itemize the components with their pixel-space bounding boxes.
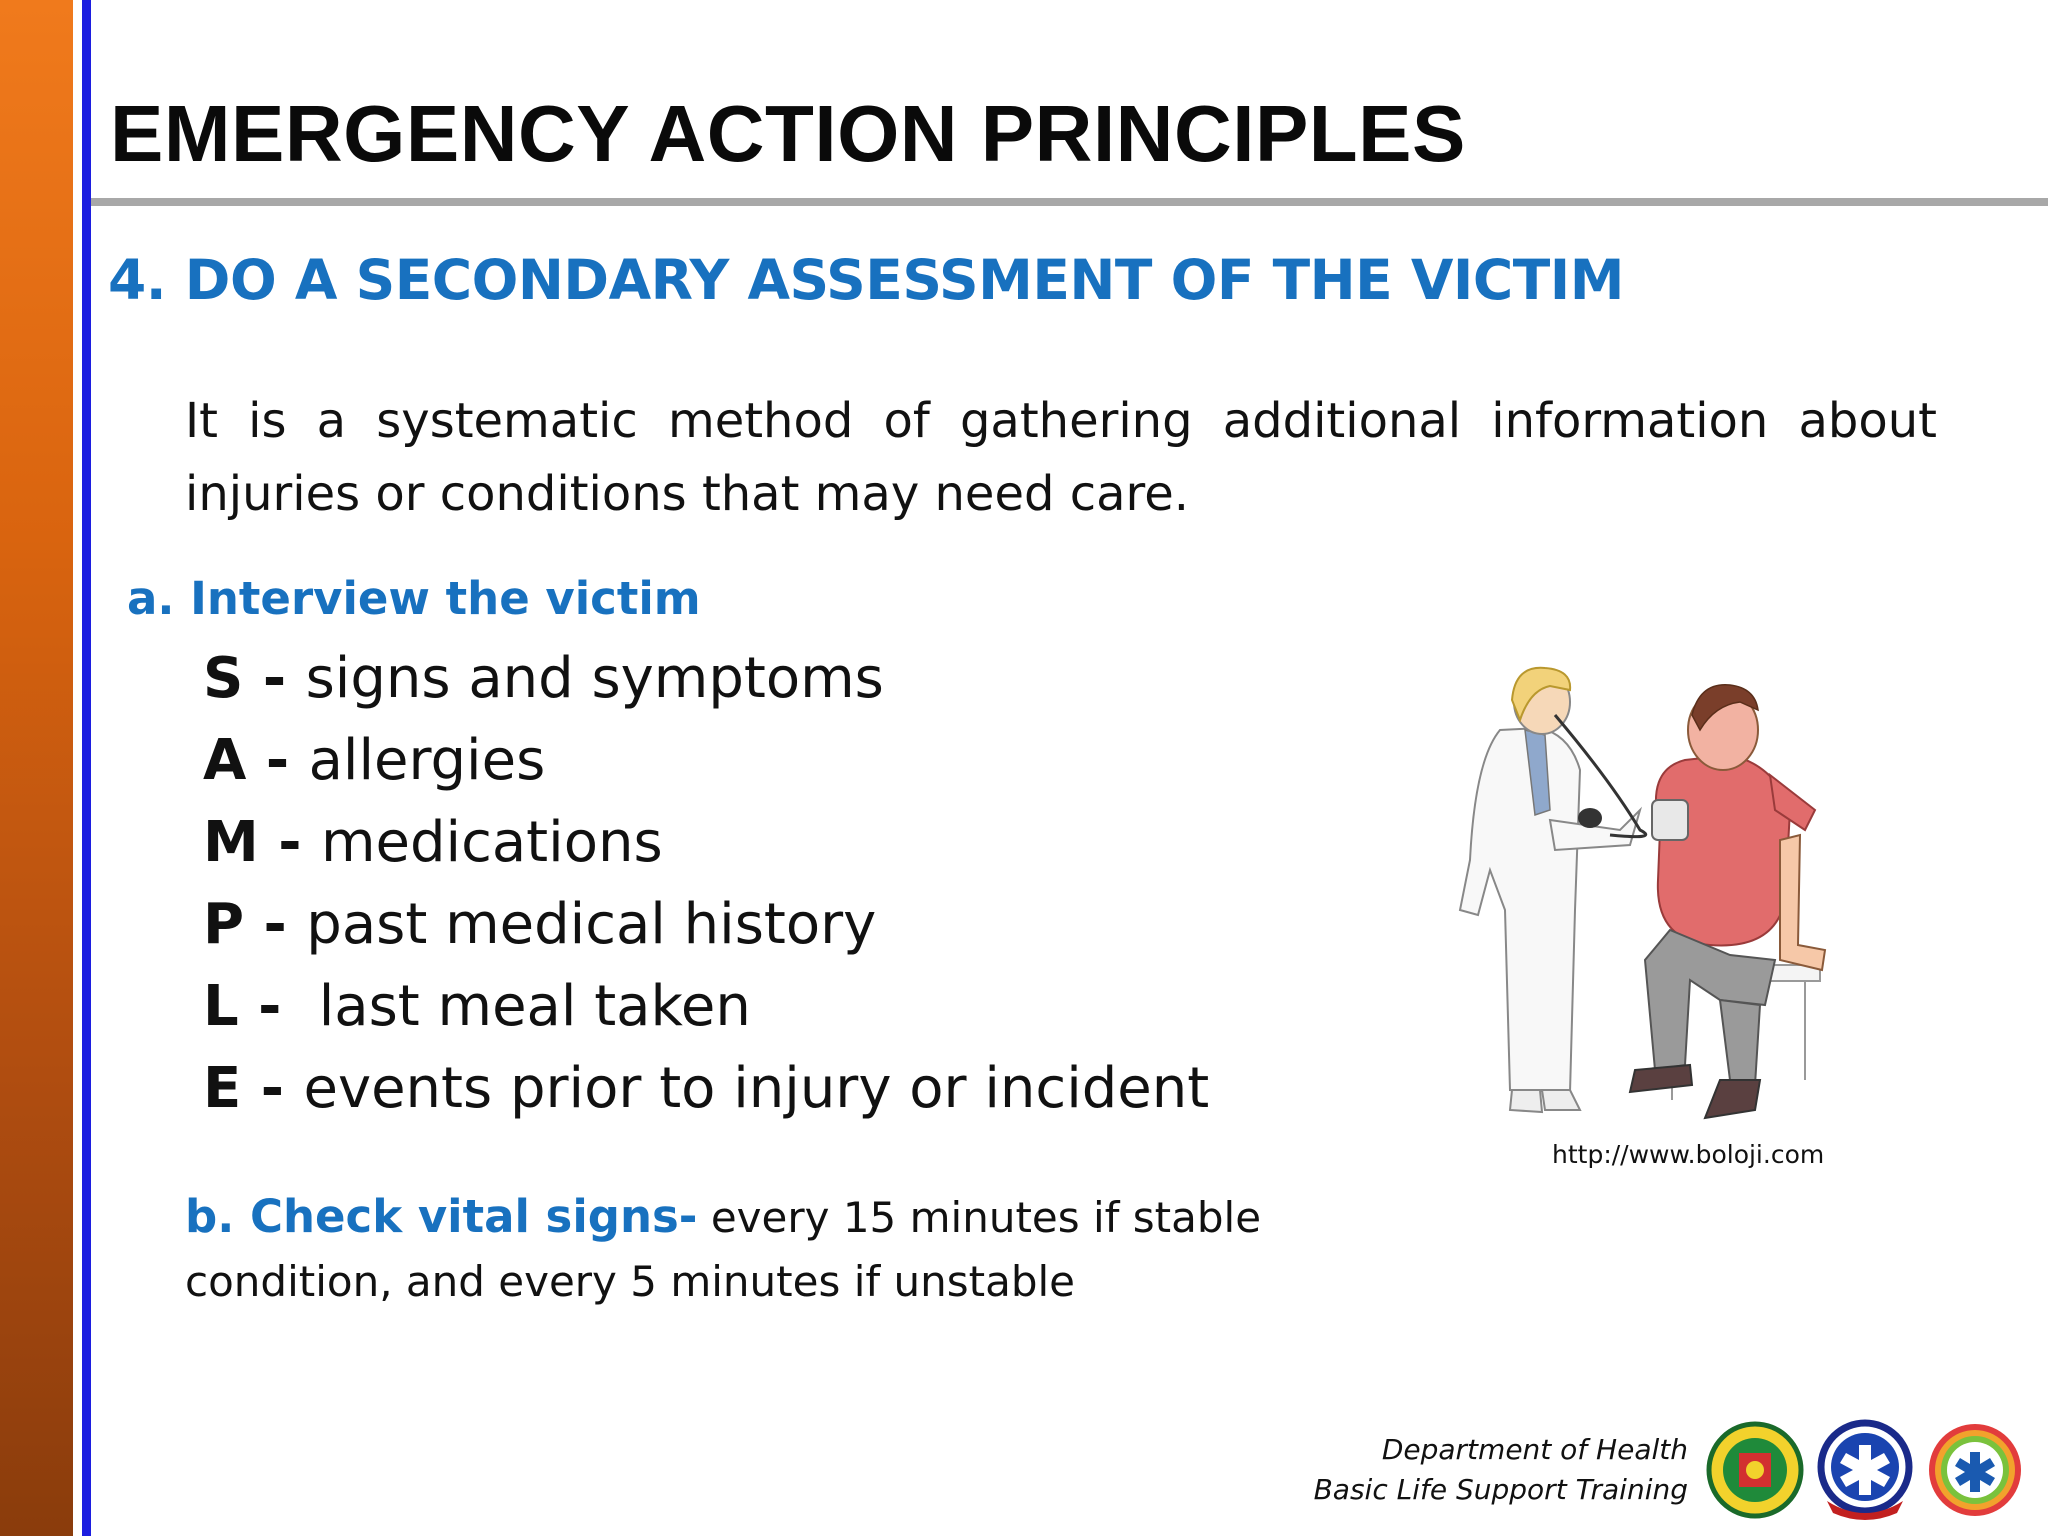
vitals-paragraph [185, 1185, 1285, 1314]
list-item [203, 638, 1209, 720]
list-item [203, 802, 1209, 884]
sample-list [203, 638, 1209, 1130]
doh-seal-icon [1709, 1424, 1801, 1516]
vitals-text: every 15 minutes if stable condition, and every 5 minutes if unstable [185, 1193, 1262, 1306]
list-item-key: M - [203, 810, 321, 875]
section-subtitle: 4. DO A SECONDARY ASSESSMENT OF THE VICTIM [108, 248, 1624, 312]
list-item-text: medications [320, 810, 663, 875]
footer-line-2: Basic Life Support Training [1313, 1473, 1688, 1506]
list-item [203, 884, 1209, 966]
intro-paragraph: It is a systematic method of gathering additional information about injuries or conditions that may need care. [185, 393, 1937, 522]
doctor-patient-illustration [1430, 660, 1880, 1140]
list-item-text: past medical history [306, 892, 877, 957]
title-divider [91, 198, 2048, 206]
list-item-key: L - [203, 974, 301, 1039]
list-item-key: S - [203, 646, 306, 711]
list-item-key: P - [203, 892, 307, 957]
list-item [203, 966, 1209, 1048]
image-credit: http://www.boloji.com [1552, 1140, 1825, 1169]
left-orange-bar [0, 0, 73, 1536]
footer-logos [1705, 1415, 2025, 1525]
list-item [203, 720, 1209, 802]
list-item-text: signs and symptoms [305, 646, 884, 711]
left-blue-line [82, 0, 91, 1536]
list-item-key: E - [203, 1056, 304, 1121]
vitals-heading: b. Check vital signs- [185, 1190, 698, 1243]
list-item-text: last meal taken [300, 974, 751, 1039]
rainbow-star-seal-icon [1929, 1424, 2021, 1516]
ems-star-of-life-icon [1821, 1423, 1909, 1520]
list-item [203, 1048, 1209, 1130]
footer-organization [1314, 1430, 1688, 1510]
list-item-key: A - [203, 728, 309, 793]
slide-title: EMERGENCY ACTION PRINCIPLES [110, 89, 1466, 178]
footer-line-1: Department of Health [1381, 1433, 1688, 1466]
list-item-text: allergies [308, 728, 546, 793]
interview-heading: a. Interview the victim [127, 572, 701, 625]
list-item-text: events prior to injury or incident [303, 1056, 1210, 1121]
